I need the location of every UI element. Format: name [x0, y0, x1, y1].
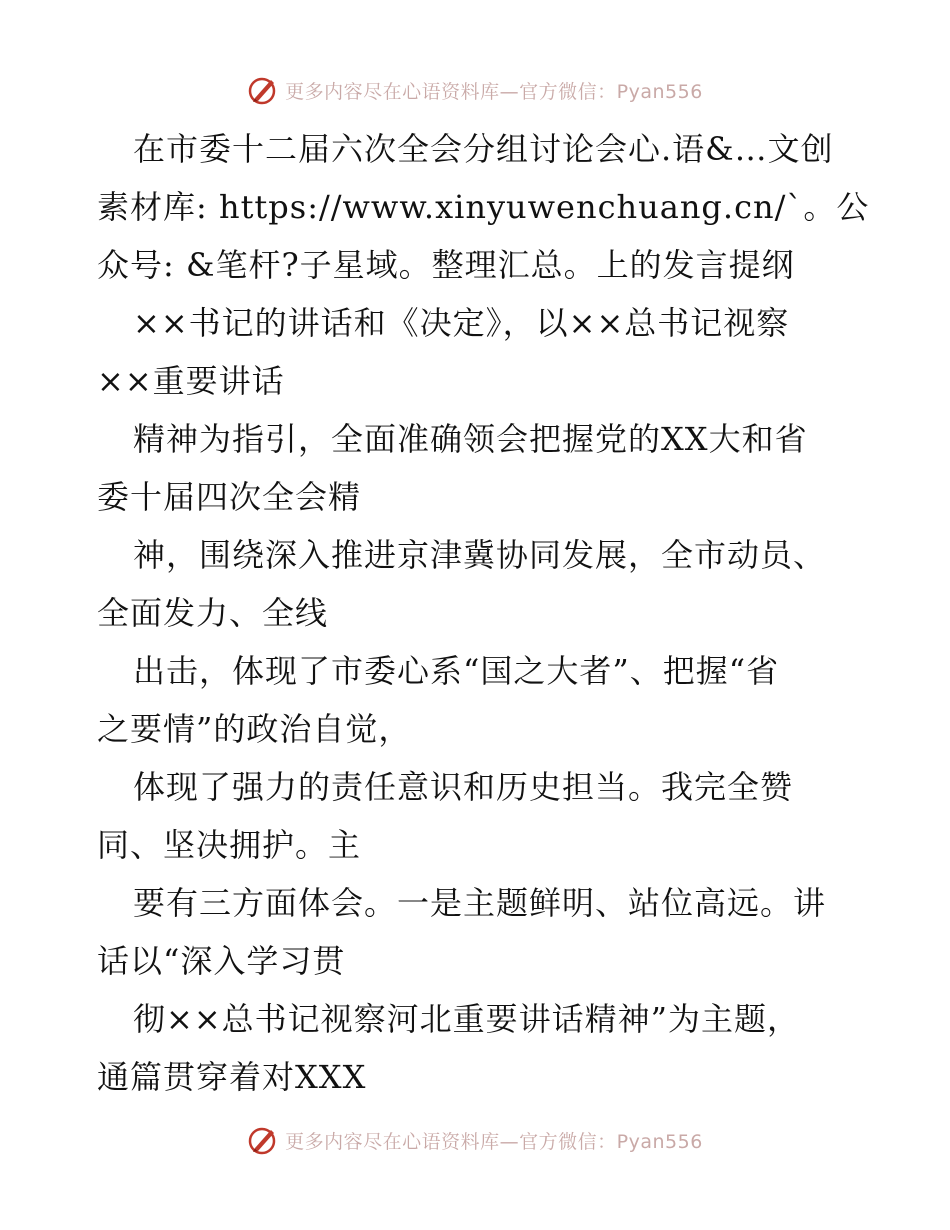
body-line-14: 要有三方面体会。一是主题鲜明、站位高远。讲: [133, 884, 827, 922]
body-line-9: 全面发力、全线: [97, 594, 329, 632]
body-line-10: 出击，体现了市委心系“国之大者”、把握“省: [133, 652, 780, 690]
body-line-13: 同、坚决拥护。主: [97, 826, 362, 864]
body-line-8: 神，围绕深入推进京津冀协同发展，全市动员、: [133, 536, 827, 574]
body-line-16: 彻××总书记视察河北重要讲话精神”为主题，: [133, 1000, 800, 1038]
body-line-5: ××重要讲话: [97, 362, 285, 400]
document-body: [97, 120, 870, 1106]
body-line-4: ××书记的讲话和《决定》，以××总书记视察: [133, 304, 790, 342]
body-line-7: 委十届四次全会精: [97, 478, 362, 516]
body-line-1: 在市委十二届六次全会分组讨论会心.语&…文创: [133, 130, 834, 168]
body-line-12: 体现了强力的责任意识和历史担当。我完全赞: [133, 768, 794, 806]
body-line-15: 话以“深入学习贯: [97, 942, 346, 980]
header-banner-text: 更多内容尽在心语资料库—官方微信：Pyan556: [285, 80, 703, 103]
footer-banner-text: 更多内容尽在心语资料库—官方微信：Pyan556: [285, 1130, 703, 1153]
body-line-2: 素材库: https://www.xinyuwenchuang.cn/`。公: [97, 188, 870, 226]
body-line-17: 通篇贯穿着对XXX: [97, 1058, 367, 1096]
body-line-6: 精神为指引，全面准确领会把握党的XX大和省: [133, 420, 808, 458]
footer-banner: [0, 1120, 950, 1160]
body-line-11: 之要情”的政治自觉，: [97, 710, 412, 748]
body-line-3: 众号: &笔杆?子星域。整理汇总。上的发言提纲: [97, 246, 795, 284]
pen-logo-icon: [247, 74, 279, 106]
header-banner: [0, 70, 950, 110]
pen-logo-icon: [247, 1124, 279, 1156]
